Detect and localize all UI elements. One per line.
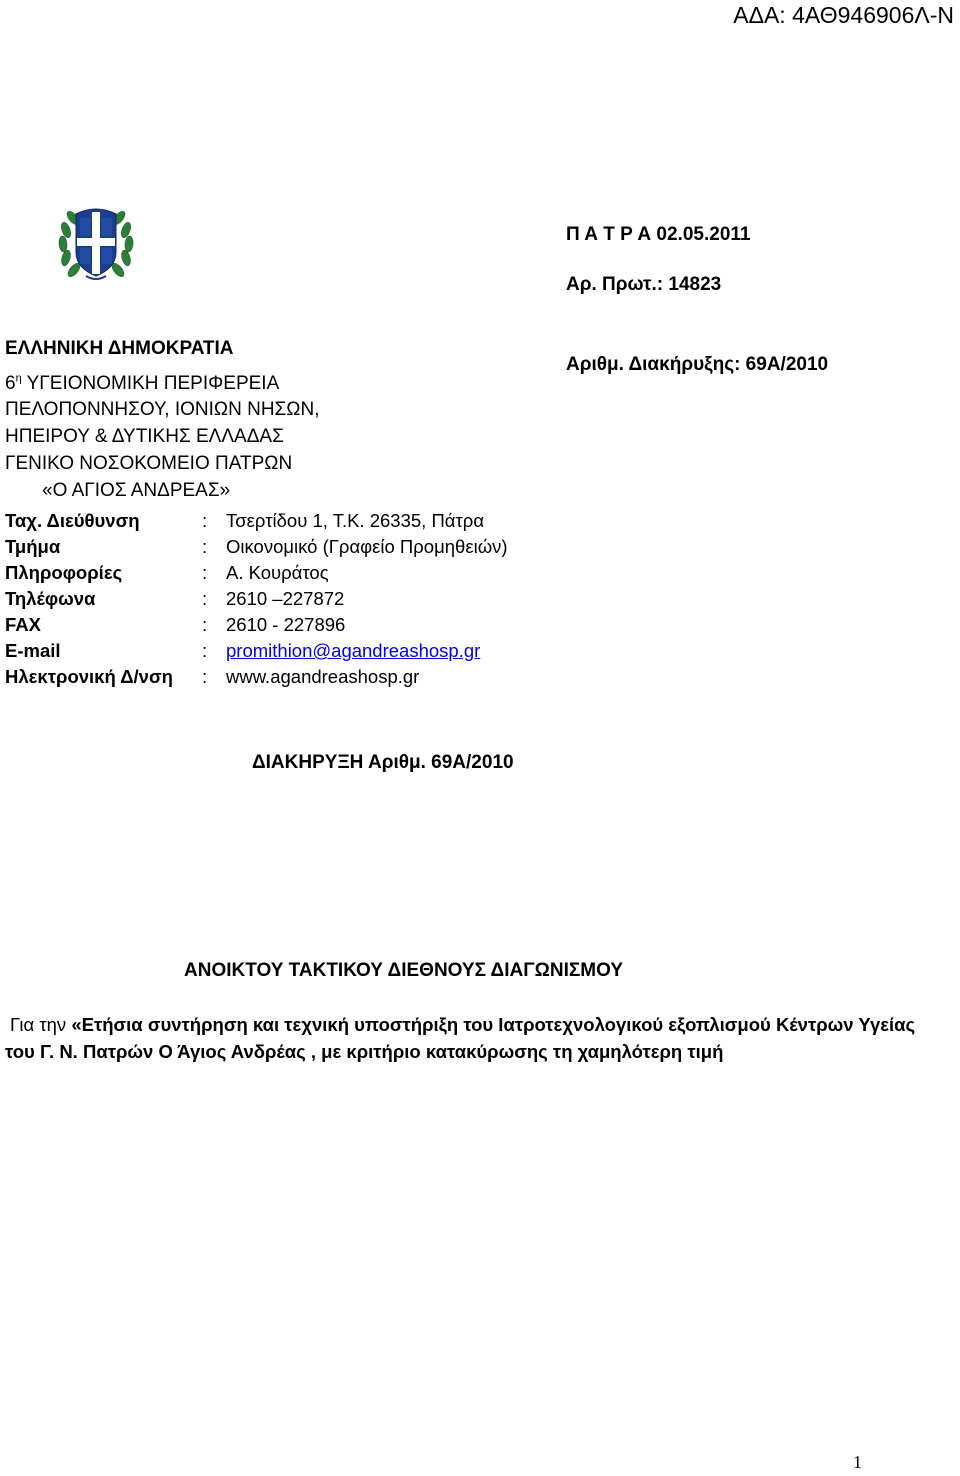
authority-line-3: ΠΕΛΟΠΟΝΝΗΣΟΥ, ΙΟΝΙΩΝ ΝΗΣΩΝ, — [5, 399, 320, 420]
ada-code: ΑΔΑ: 4ΑΘ946906Λ-Ν — [733, 2, 954, 28]
contact-value-address: Τσερτίδου 1, Τ.Κ. 26335, Πάτρα — [226, 510, 485, 531]
website-url: www.agandreashosp.gr — [226, 666, 420, 687]
tender-type-heading: ΑΝΟΙΚΤΟΥ ΤΑΚΤΙΚΟΥ ΔΙΕΘΝΟΥΣ ΔΙΑΓΩΝΙΣΜΟΥ — [184, 960, 624, 981]
contact-colon: : — [202, 614, 208, 635]
authority-line-1: ΕΛΛΗΝΙΚΗ ΔΗΜΟΚΡΑΤΙΑ — [5, 338, 234, 359]
authority-line-4: ΗΠΕΙΡΟΥ & ΔΥΤΙΚΗΣ ΕΛΛΑΔΑΣ — [5, 426, 284, 447]
contact-label-information: Πληροφορίες — [5, 562, 123, 583]
subject-intro: Για την — [10, 1014, 72, 1035]
contact-colon: : — [202, 588, 208, 609]
contact-colon: : — [202, 510, 208, 531]
contact-value-information: Α. Κουράτος — [226, 562, 329, 583]
subject-text: «Ετήσια συντήρηση και τεχνική υποστήριξη του Ιατροτεχνολογικού εξοπλισμού Κέντρων Υγείας του Γ. Ν. Πατρών Ο Άγιος Ανδρέας , με κριτήριο κατακύρωσης τη χαμηλότερη τιμή — [5, 1014, 916, 1062]
contact-value-phones: 2610 –227872 — [226, 588, 345, 609]
contact-colon: : — [202, 536, 208, 557]
authority-line-2: $6^\eta$ ΥΓΕΙΟΝΟΜΙΚΗ ΠΕΡΙΦΕΡΕΙΑ — [5, 372, 280, 394]
contact-label-fax: FAX — [5, 614, 41, 635]
authority-line-6: «Ο ΑΓΙΟΣ ΑΝΔΡΕΑΣ» — [42, 480, 231, 501]
page-number: 1 — [853, 1452, 862, 1472]
announcement-number: Αριθμ. Διακήρυξης: 69Α/2010 — [566, 354, 829, 375]
greek-coat-of-arms-icon — [56, 200, 136, 282]
authority-line-5: ΓΕΝΙΚΟ ΝΟΣΟΚΟΜΕΙΟ ΠΑΤΡΩΝ — [5, 453, 293, 474]
email-link[interactable]: promithion@agandreashosp.gr — [226, 640, 481, 661]
subject-paragraph — [5, 1011, 945, 1065]
contact-label-address: Ταχ. Διεύθυνση — [5, 510, 140, 531]
contact-colon: : — [202, 640, 208, 661]
contact-value-fax: 2610 - 227896 — [226, 614, 346, 635]
contact-label-phones: Τηλέφωνα — [5, 588, 96, 609]
contact-colon: : — [202, 562, 208, 583]
contact-value-department: Οικονομικό (Γραφείο Προμηθειών) — [226, 536, 508, 557]
announcement-title: ΔΙΑΚΗΡΥΞΗ Αριθμ. 69Α/2010 — [252, 752, 514, 773]
contact-label-website: Ηλεκτρονική Δ/νση — [5, 666, 173, 687]
protocol-number: Αρ. Πρωτ.: 14823 — [566, 274, 722, 295]
contact-label-department: Τμήμα — [5, 536, 61, 557]
contact-colon: : — [202, 666, 208, 687]
contact-label-email: E-mail — [5, 640, 61, 661]
city-date: Π Α Τ Ρ Α 02.05.2011 — [566, 224, 751, 245]
